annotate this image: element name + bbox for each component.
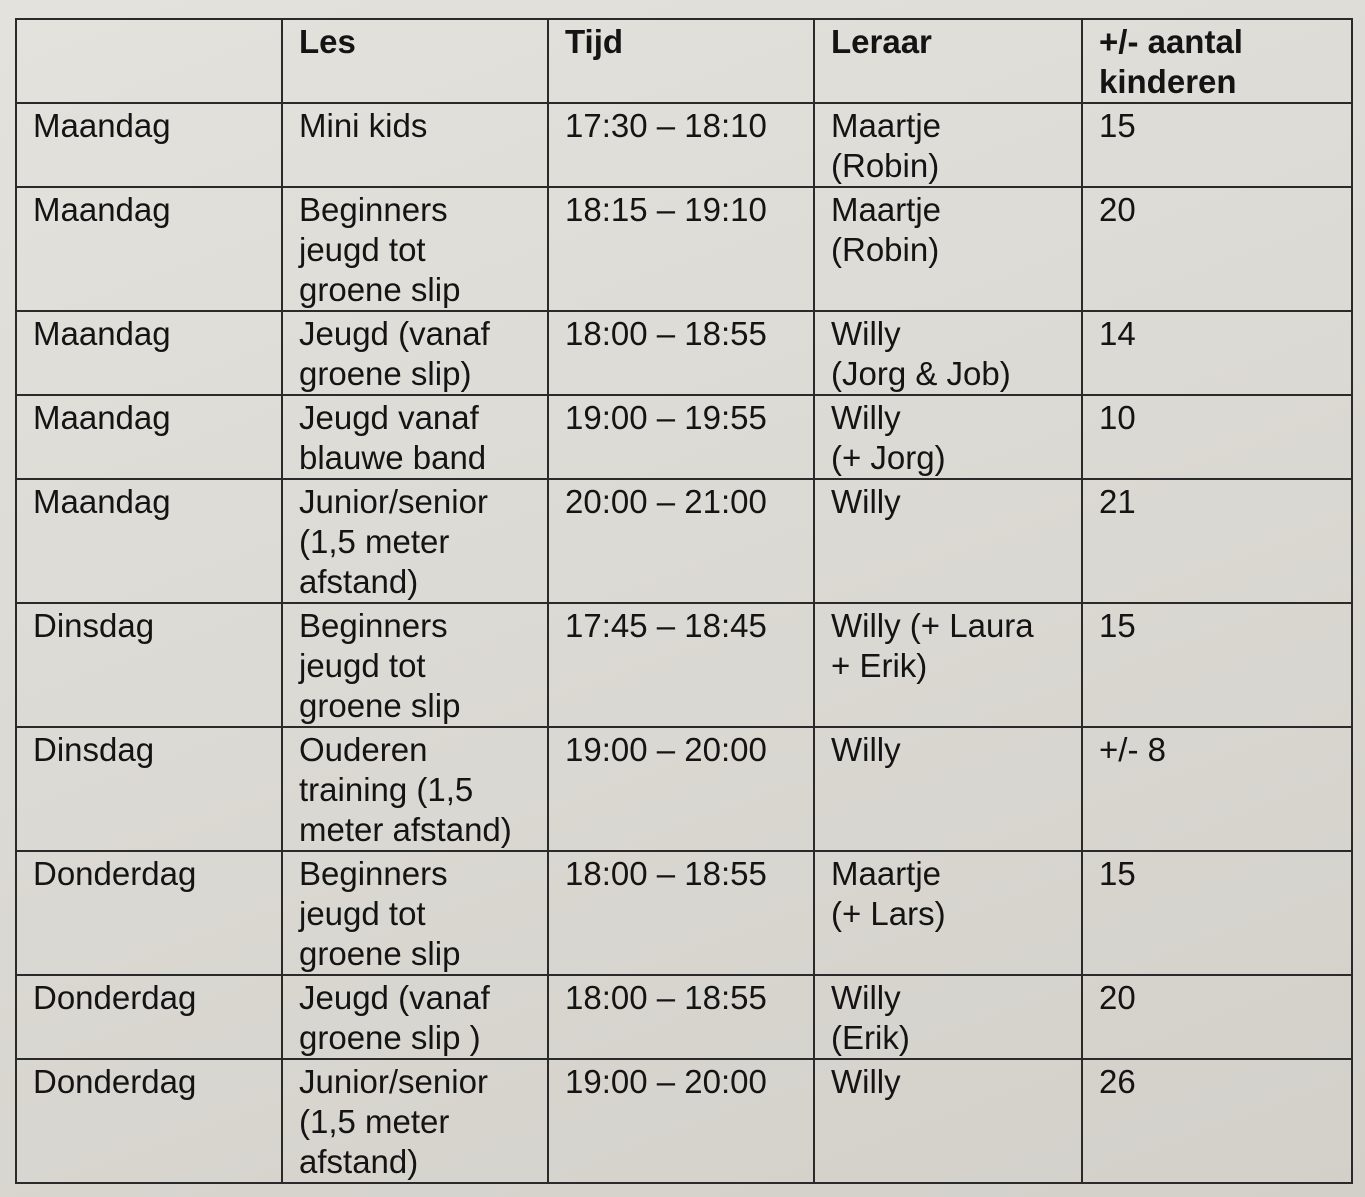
cell-tijd: 18:00 – 18:55	[548, 975, 814, 1059]
cell-tijd: 19:00 – 20:00	[548, 727, 814, 851]
cell-day: Maandag	[16, 311, 282, 395]
table-row	[16, 395, 1352, 479]
table-row	[16, 103, 1352, 187]
cell-leraar: Willy (+ Jorg)	[814, 395, 1082, 479]
cell-day: Maandag	[16, 187, 282, 311]
header-leraar: Leraar	[814, 19, 1082, 103]
cell-leraar: Willy (+ Laura + Erik)	[814, 603, 1082, 727]
cell-les: Jeugd vanaf blauwe band	[282, 395, 548, 479]
cell-day: Maandag	[16, 103, 282, 187]
header-tijd: Tijd	[548, 19, 814, 103]
cell-les: Ouderen training (1,5 meter afstand)	[282, 727, 548, 851]
cell-les: Mini kids	[282, 103, 548, 187]
cell-leraar: Maartje (+ Lars)	[814, 851, 1082, 975]
table-row	[16, 1059, 1352, 1183]
table-row	[16, 727, 1352, 851]
cell-les: Beginners jeugd tot groene slip	[282, 851, 548, 975]
header-les: Les	[282, 19, 548, 103]
table-row	[16, 603, 1352, 727]
cell-tijd: 17:45 – 18:45	[548, 603, 814, 727]
cell-aantal: 21	[1082, 479, 1352, 603]
cell-aantal: 14	[1082, 311, 1352, 395]
cell-leraar: Willy	[814, 479, 1082, 603]
table-row	[16, 479, 1352, 603]
cell-tijd: 18:00 – 18:55	[548, 851, 814, 975]
header-day	[16, 19, 282, 103]
cell-les: Jeugd (vanaf groene slip )	[282, 975, 548, 1059]
cell-day: Dinsdag	[16, 603, 282, 727]
cell-tijd: 18:15 – 19:10	[548, 187, 814, 311]
cell-aantal: 15	[1082, 603, 1352, 727]
cell-les: Jeugd (vanaf groene slip)	[282, 311, 548, 395]
cell-leraar: Maartje (Robin)	[814, 103, 1082, 187]
cell-day: Donderdag	[16, 1059, 282, 1183]
cell-aantal: 20	[1082, 187, 1352, 311]
cell-tijd: 19:00 – 20:00	[548, 1059, 814, 1183]
cell-tijd: 20:00 – 21:00	[548, 479, 814, 603]
table-row	[16, 975, 1352, 1059]
cell-day: Dinsdag	[16, 727, 282, 851]
cell-leraar: Willy (Jorg & Job)	[814, 311, 1082, 395]
cell-les: Beginners jeugd tot groene slip	[282, 603, 548, 727]
header-aantal: +/- aantal kinderen	[1082, 19, 1352, 103]
cell-day: Maandag	[16, 479, 282, 603]
cell-tijd: 17:30 – 18:10	[548, 103, 814, 187]
cell-les: Beginners jeugd tot groene slip	[282, 187, 548, 311]
header-row	[16, 19, 1352, 103]
cell-aantal: +/- 8	[1082, 727, 1352, 851]
cell-leraar: Willy	[814, 727, 1082, 851]
cell-day: Maandag	[16, 395, 282, 479]
cell-tijd: 19:00 – 19:55	[548, 395, 814, 479]
cell-les: Junior/senior (1,5 meter afstand)	[282, 479, 548, 603]
table-row	[16, 851, 1352, 975]
cell-leraar: Maartje (Robin)	[814, 187, 1082, 311]
cell-leraar: Willy (Erik)	[814, 975, 1082, 1059]
cell-aantal: 15	[1082, 851, 1352, 975]
cell-leraar: Willy	[814, 1059, 1082, 1183]
table-row	[16, 187, 1352, 311]
cell-day: Donderdag	[16, 975, 282, 1059]
table-row	[16, 311, 1352, 395]
cell-aantal: 26	[1082, 1059, 1352, 1183]
cell-tijd: 18:00 – 18:55	[548, 311, 814, 395]
schedule-table	[15, 18, 1353, 1184]
cell-les: Junior/senior (1,5 meter afstand)	[282, 1059, 548, 1183]
cell-aantal: 10	[1082, 395, 1352, 479]
cell-aantal: 20	[1082, 975, 1352, 1059]
cell-day: Donderdag	[16, 851, 282, 975]
cell-aantal: 15	[1082, 103, 1352, 187]
